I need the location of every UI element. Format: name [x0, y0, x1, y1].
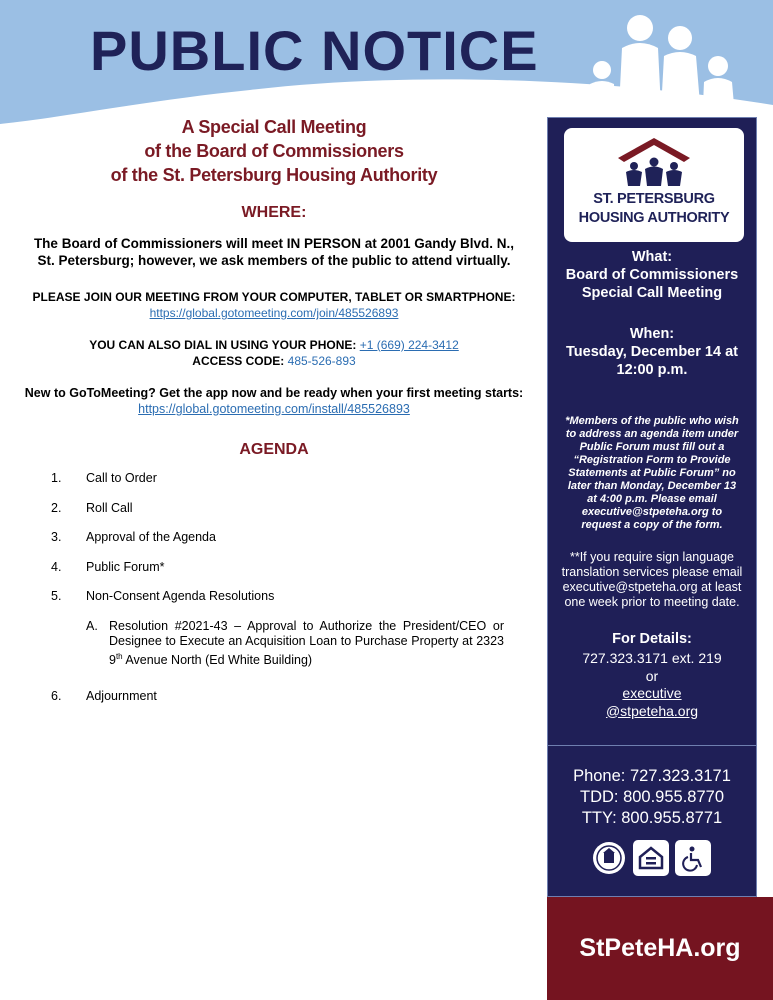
where-text-line: St. Petersburg; however, we ask members of the public to attend virtually. — [37, 253, 511, 268]
details-email-link[interactable]: @stpeteha.org — [605, 702, 699, 719]
agenda-item — [0, 589, 548, 619]
where-text-line: The Board of Commissioners will meet IN PERSON at 2001 Gandy Blvd. N., — [33, 236, 515, 251]
where-heading: WHERE: — [241, 204, 307, 221]
join-label: PLEASE JOIN OUR MEETING FROM YOUR COMPUTER, TABLET OR SMARTPHONE: — [32, 290, 516, 304]
sign-line: executive@stpeteha.org at least — [562, 580, 742, 594]
agenda-item-text: Approval of the Agenda — [86, 530, 216, 544]
when-line: 12:00 p.m. — [616, 362, 688, 378]
public-forum-note — [548, 415, 756, 532]
what-section — [548, 248, 756, 302]
details-email-link[interactable]: executive — [622, 685, 682, 701]
what-line: Special Call Meeting — [581, 285, 723, 301]
agenda-item — [0, 471, 548, 501]
when-line: Tuesday, December 14 at — [566, 344, 738, 360]
agenda-item-number: 6. — [51, 688, 62, 703]
accessibility-icon — [675, 840, 711, 876]
sidebar-divider — [548, 745, 756, 746]
spha-logo — [564, 128, 744, 242]
agenda-list — [0, 471, 548, 718]
agenda-item — [0, 530, 548, 560]
tty-line: TTY: 800.955.8771 — [581, 809, 723, 827]
hud-seal-icon — [591, 840, 627, 876]
dial-phone-link[interactable]: +1 (669) 224-3412 — [359, 338, 459, 352]
dial-label: YOU CAN ALSO DIAL IN USING YOUR PHONE: — [89, 338, 357, 352]
agenda-sub-item-letter: A. — [86, 618, 98, 633]
contact-numbers — [548, 766, 756, 829]
agenda-item-number: 2. — [51, 500, 62, 515]
when-label: When: — [629, 326, 675, 342]
install-section — [0, 385, 548, 417]
sign-line: one week prior to meeting date. — [564, 595, 740, 609]
note-line: *Members of the public who wish — [565, 415, 739, 427]
agenda-item-number: 1. — [51, 471, 62, 485]
install-link[interactable]: https://global.gotomeeting.com/install/485526893 — [138, 402, 410, 416]
install-label: New to GoToMeeting? Get the app now and be ready when your first meeting starts: — [24, 386, 524, 400]
house-logo-icon — [614, 136, 694, 188]
website-footer — [547, 897, 773, 1000]
note-line: “Registration Form to Provide — [573, 454, 731, 466]
logo-text-line: HOUSING AUTHORITY — [578, 210, 730, 226]
note-line: Public Forum must fill out a — [579, 441, 725, 453]
family-silhouette-icon — [582, 8, 757, 128]
agenda-item-text: Non-Consent Agenda Resolutions — [86, 589, 275, 603]
meeting-heading — [0, 115, 548, 187]
agenda-item-number: 3. — [51, 530, 62, 544]
equal-housing-icon — [633, 840, 669, 876]
what-label: What: — [631, 249, 673, 265]
agenda-sub-item-text: Resolution #2021-43 – Approval to Authorize the President/CEO or Designee to Execute an Acquisition Loan to Purchase Property at 2323 9th Avenue North (Ed White Building) — [109, 618, 504, 667]
logo-text — [564, 190, 744, 228]
page-title: PUBLIC NOTICE — [90, 19, 539, 82]
details-section — [548, 630, 756, 720]
sign-language-note — [548, 550, 756, 610]
agenda-sub-item — [0, 619, 548, 689]
join-section — [0, 289, 548, 321]
join-link[interactable]: https://global.gotomeeting.com/join/485526893 — [149, 306, 399, 320]
meeting-heading-line: of the St. Petersburg Housing Authority — [110, 165, 438, 185]
details-phone: 727.323.3171 ext. 219 — [582, 650, 722, 666]
agenda-item — [0, 501, 548, 531]
agenda-item-number: 5. — [51, 589, 62, 603]
when-section — [548, 325, 756, 379]
sign-line: **If you require sign language — [569, 550, 734, 564]
where-text — [0, 235, 548, 269]
note-line: executive@stpeteha.org to — [581, 506, 723, 518]
main-content — [0, 115, 548, 718]
agenda-item-number: 4. — [51, 559, 62, 574]
agenda-heading: AGENDA — [239, 441, 309, 458]
agenda-item-text: Adjournment — [86, 688, 157, 703]
details-label: For Details: — [612, 631, 692, 647]
access-code-value: 485-526-893 — [287, 354, 356, 368]
sign-line: translation services please email — [561, 565, 743, 579]
note-line: later than Monday, December 13 — [567, 480, 737, 492]
agenda-item-text: Public Forum* — [86, 559, 165, 574]
what-line: Board of Commissioners — [565, 267, 739, 283]
compliance-icons — [591, 840, 711, 876]
agenda-item-text: Call to Order — [86, 471, 157, 485]
note-line: at 4:00 p.m. Please email — [587, 493, 717, 505]
note-line: to address an agenda item under — [565, 428, 739, 440]
details-or: or — [645, 667, 659, 684]
meeting-heading-line: A Special Call Meeting — [181, 117, 367, 137]
agenda-item-text: Roll Call — [86, 500, 133, 515]
tdd-line: TDD: 800.955.8770 — [579, 788, 724, 806]
note-line: Statements at Public Forum” no — [568, 467, 736, 479]
meeting-heading-line: of the Board of Commissioners — [144, 141, 404, 161]
agenda-item — [0, 560, 548, 590]
phone-line: Phone: 727.323.3171 — [573, 767, 731, 785]
dial-section — [0, 337, 548, 369]
website-link[interactable]: StPeteHA.org — [579, 934, 741, 962]
agenda-item — [0, 689, 548, 719]
logo-text-line: ST. PETERSBURG — [593, 191, 715, 207]
info-sidebar — [547, 117, 757, 897]
note-line: request a copy of the form. — [581, 519, 723, 531]
access-code-label: ACCESS CODE: — [192, 354, 285, 368]
